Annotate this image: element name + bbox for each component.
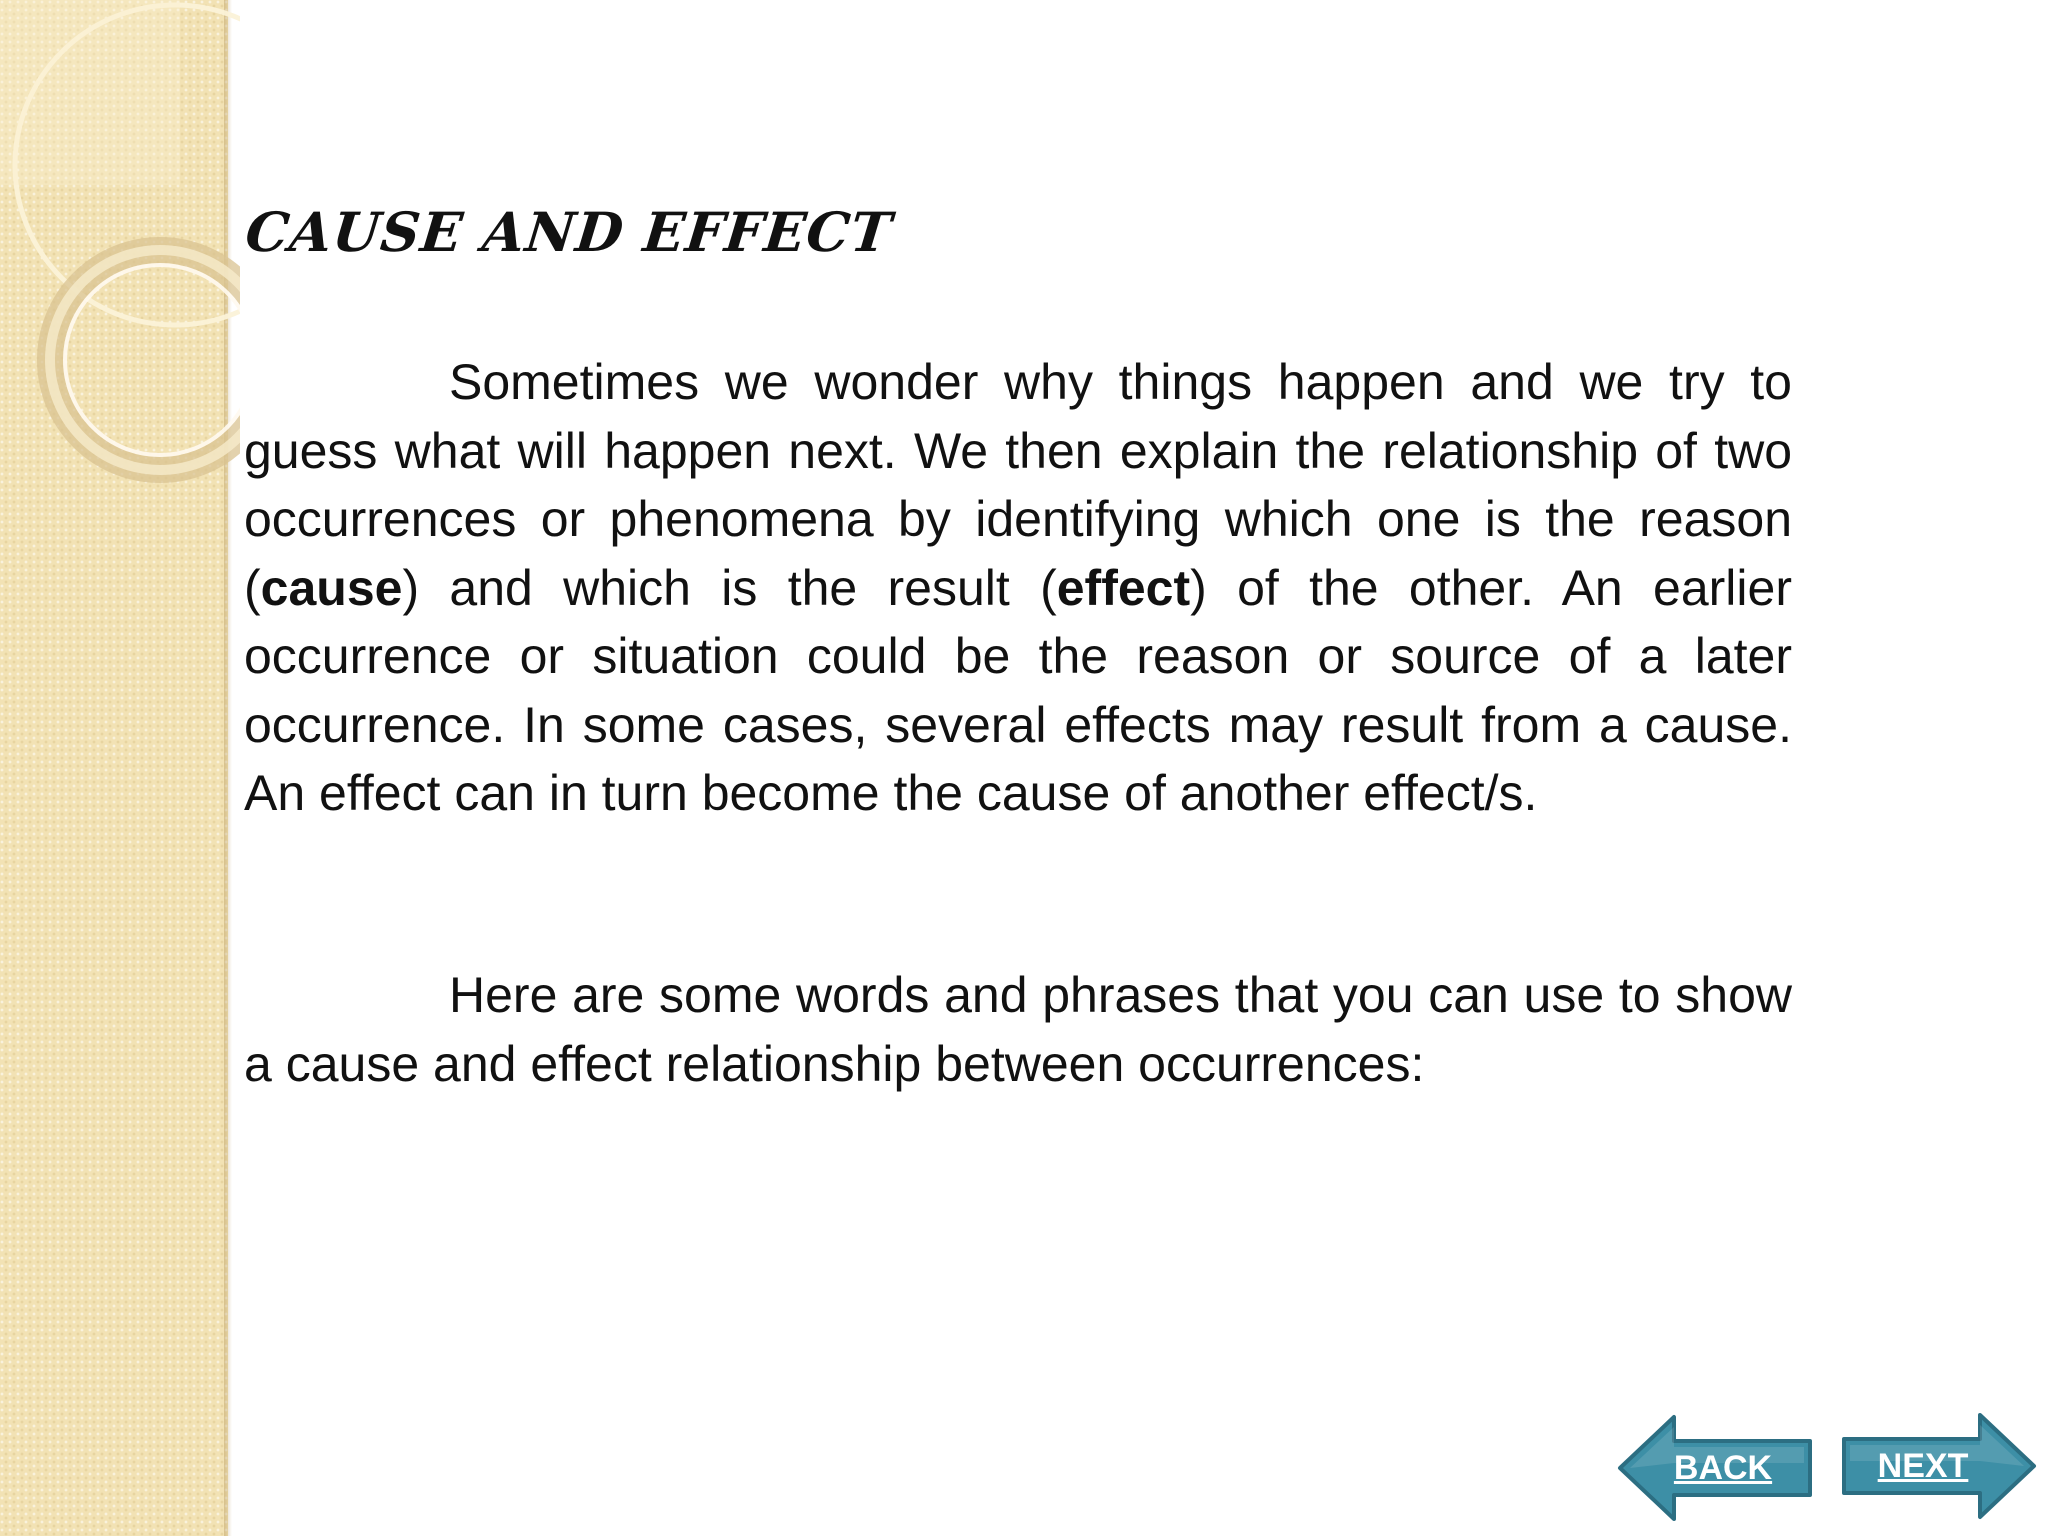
intro-paragraph: [244, 348, 1792, 828]
intro-text-middle: ) and which is the result (: [402, 559, 1057, 616]
intro-text-start: Sometimes we wonder why things happen and we try to guess what will happen next. We then explain the relationship of two occurrences or phenomena by identifying which one is the reason (: [244, 354, 1792, 616]
next-label[interactable]: NEXT: [1877, 1447, 1969, 1485]
effect-term: effect: [1056, 559, 1191, 616]
slide-title: CAUSE AND EFFECT: [242, 200, 896, 264]
back-button[interactable]: [1616, 1413, 1816, 1523]
intro-text-end: ) of the other. An earlier occurrence or situation could be the reason or source of a later occurrence. In some cases, several effects may result from a cause. An effect can in turn become the cause of another effect/s.: [244, 559, 1792, 821]
cause-term: cause: [260, 559, 403, 616]
back-label[interactable]: BACK: [1673, 1449, 1773, 1487]
phrases-intro-paragraph: Here are some words and phrases that you can use to show a cause and effect relationship between occurrences:: [244, 967, 1792, 1092]
next-button[interactable]: [1838, 1411, 2038, 1521]
decorative-rings: [0, 0, 240, 520]
